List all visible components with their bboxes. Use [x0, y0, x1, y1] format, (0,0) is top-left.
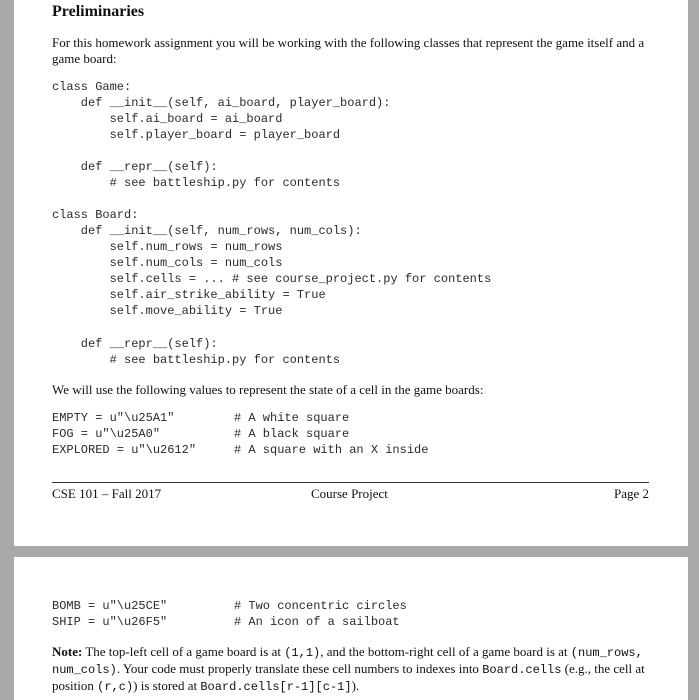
- note-text: ) is stored at: [133, 678, 201, 693]
- note-text: (e.g., the cell at position: [52, 661, 645, 693]
- code-line: def __init__(self, num_rows, num_cols):: [52, 224, 362, 238]
- note-label: Note:: [52, 644, 83, 659]
- value-code: SHIP = u"\u26F5": [52, 615, 168, 629]
- code-line: def __repr__(self):: [52, 337, 218, 351]
- code-line: # see battleship.py for contents: [52, 353, 341, 367]
- note-code: (r,c): [97, 680, 134, 694]
- footer-divider: [52, 482, 649, 483]
- note-text: ).: [351, 678, 360, 693]
- code-line: self.num_cols = num_cols: [52, 256, 283, 270]
- value-code: EMPTY = u"\u25A1": [52, 411, 175, 425]
- code-line: def __init__(self, ai_board, player_board):: [52, 96, 391, 110]
- footer-page-number: Page 2: [613, 486, 649, 501]
- section-heading: Preliminaries: [52, 3, 145, 20]
- note-paragraph: [52, 644, 652, 695]
- footer-course: CSE 101 – Fall 2017: [52, 486, 162, 501]
- value-comment: # A square with an X inside: [234, 443, 429, 457]
- document-page-2: [14, 557, 688, 700]
- code-line: self.move_ability = True: [52, 304, 283, 318]
- code-line: self.player_board = player_board: [52, 128, 341, 142]
- code-line: self.air_strike_ability = True: [52, 288, 326, 302]
- footer-title: Course Project: [311, 486, 388, 501]
- values-intro-paragraph: We will use the following values to represent the state of a cell in the game boards:: [52, 382, 484, 397]
- value-code: BOMB = u"\u25CE": [52, 599, 168, 613]
- code-line: self.num_rows = num_rows: [52, 240, 283, 254]
- note-text: The top-left cell of a game board is at: [82, 644, 285, 659]
- note-code: (num_rows, num_cols): [52, 646, 643, 677]
- value-comment: # An icon of a sailboat: [234, 615, 400, 629]
- value-comment: # Two concentric circles: [234, 599, 407, 613]
- value-code: EXPLORED = u"\u2612": [52, 443, 197, 457]
- note-code: Board.cells[r-1][c-1]: [200, 680, 352, 694]
- code-line: class Game:: [52, 80, 132, 94]
- note-text: . Your code must properly translate these cell numbers to indexes into: [116, 661, 483, 676]
- code-line: self.cells = ... # see course_project.py for contents: [52, 272, 492, 286]
- code-line: def __repr__(self):: [52, 160, 218, 174]
- code-line: self.ai_board = ai_board: [52, 112, 283, 126]
- note-code: (1,1): [284, 646, 321, 660]
- document-page-1: [14, 0, 688, 546]
- value-code: FOG = u"\u25A0": [52, 427, 161, 441]
- note-text: , and the bottom-right cell of a game board is at: [320, 644, 571, 659]
- intro-paragraph: For this homework assignment you will be working with the following classes that represent the game itself and a game board:: [52, 35, 645, 66]
- note-code: Board.cells: [482, 663, 562, 677]
- value-comment: # A white square: [234, 411, 350, 425]
- code-line: class Board:: [52, 208, 139, 222]
- code-line: # see battleship.py for contents: [52, 176, 341, 190]
- value-comment: # A black square: [234, 427, 350, 441]
